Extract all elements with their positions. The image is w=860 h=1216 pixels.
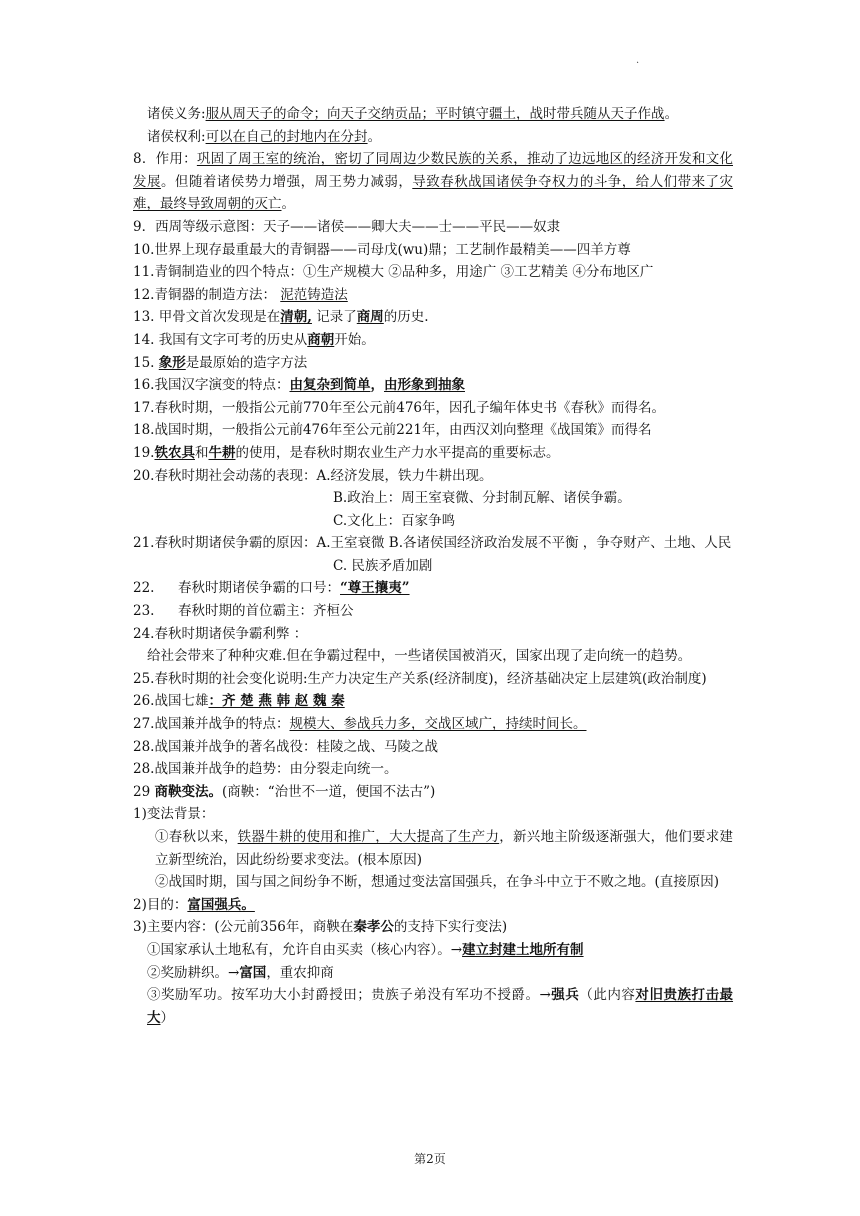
item-9: 9．西周等级示意图：天子——诸侯——卿大夫——士——平民——奴隶 — [133, 218, 561, 235]
line-rights — [133, 126, 733, 149]
text: 29 — [133, 783, 155, 800]
text: 的使用，是春秋时期农业生产力水平提高的重要标志。 — [235, 444, 560, 461]
text: (商鞅：“治世不一道，便国不法古”) — [221, 783, 436, 800]
item-21-c: C. 民族矛盾加剧 — [333, 557, 433, 574]
bold-text: 强兵 — [550, 987, 580, 1004]
bold-underlined-text: 商周 — [356, 309, 384, 326]
text: 是最原始的造字方法 — [185, 354, 308, 371]
item-21: 21.春秋时期诸侯争霸的原因：A.王室衰微 B.各诸侯国经济政治发展不平衡 ，争夺财产、土地、人民 — [133, 535, 732, 552]
item-22 — [133, 577, 733, 600]
item-28b: 28.战国兼并战争的趋势：由分裂走向统一。 — [133, 761, 398, 778]
text: ，新兴地主阶级逐渐强大，他们要求建立新型统治，因此纷纷要求变法。(根本原因) — [155, 829, 734, 868]
item-28a: 28.战国兼并战争的著名战役：桂陵之战、马陵之战 — [133, 738, 438, 755]
underlined-text: 可以在自己的封地内在分封 — [205, 128, 368, 145]
text: 春秋时期的首位霸主：齐桓公 — [178, 603, 354, 620]
header-dot: · — [636, 58, 640, 69]
item-26 — [133, 690, 733, 713]
underlined-text: 铁器牛耕的使用和推广，大大提高了生产力 — [237, 829, 500, 845]
item-17: 17.春秋时期，一般指公元前770年至公元前476年，因孔子编年体史书《春秋》而得名。 — [133, 399, 666, 416]
item-18: 18.战国时期，一般指公元前476年至公元前221年，由西汉刘向整理《战国策》而得名 — [133, 422, 652, 439]
bold-underlined-text: 象形 — [158, 354, 186, 371]
bold-underlined-text: 铁农具 — [154, 444, 195, 461]
bold-text: ， — [370, 377, 384, 394]
bold-underlined-text: 富国强兵。 — [187, 896, 255, 913]
text: 8．作用： — [133, 151, 197, 168]
bold-underlined-text: 商朝 — [307, 331, 335, 348]
item-29 — [133, 781, 733, 804]
text: 。 — [664, 106, 679, 122]
text: 3)主要内容：(公元前356年，商鞅在 — [133, 919, 354, 936]
bold-underlined-text: 由复杂到简单 — [289, 377, 371, 394]
bold-underlined-text: 建立封建土地所有制 — [462, 941, 584, 958]
item-29-3-a — [133, 939, 733, 962]
item-27 — [133, 713, 733, 736]
text: ） — [160, 1009, 174, 1026]
text: 19. — [133, 444, 155, 461]
item-20-b: B.政治上：周王室衰微、分封制瓦解、诸侯争霸。 — [333, 490, 631, 507]
bold-underlined-text: 清朝, — [280, 309, 312, 326]
item-20-c: C.文化上：百家争鸣 — [333, 512, 456, 529]
item-13 — [133, 306, 733, 329]
item-11: 11.青铜制造业的四个特点：①生产规模大 ②品种多，用途广 ③工艺精美 ④分布地区广 — [133, 264, 654, 281]
page-number: 第2页 — [414, 1152, 446, 1166]
item-29-2 — [133, 894, 733, 917]
text: ②奖励耕织。→ — [147, 964, 240, 981]
text: 。 — [367, 128, 382, 145]
text: （此内容 — [579, 987, 636, 1004]
item-29-1: 1)变法背景： — [133, 806, 215, 823]
text: 诸侯权利: — [147, 128, 206, 145]
text: 12.青铜器的制造方法： — [133, 286, 276, 303]
bold-underlined-text: 对旧贵族打击最大 — [147, 987, 734, 1026]
bold-underlined-text: 牛耕 — [208, 444, 236, 461]
text: 22. — [133, 580, 155, 597]
text: 诸侯义务: — [147, 106, 206, 122]
bold-underlined-text: ：齐 楚 燕 韩 赵 魏 秦 — [208, 693, 345, 710]
text: ①春秋以来， — [155, 829, 238, 845]
text: 记录了 — [311, 309, 357, 326]
item-23 — [133, 600, 733, 623]
text: 开始。 — [334, 331, 375, 348]
text: ，重农抑商 — [266, 964, 334, 981]
item-20: 20.春秋时期社会动荡的表现：A.经济发展，铁力牛耕出现。 — [133, 467, 493, 484]
text: 的历史. — [383, 309, 429, 326]
text: 的支持下实行变法) — [393, 919, 508, 936]
bold-underlined-text: 由形象到抽象 — [383, 377, 465, 394]
bold-text: 秦孝公 — [353, 919, 394, 936]
text: 15. — [133, 354, 159, 371]
text: 和 — [194, 444, 209, 461]
underlined-text: 服从周天子的命令；向天子交纳贡品；平时镇守疆土，战时带兵随从天子作战 — [205, 106, 665, 122]
text: 春秋时期诸侯争霸的口号： — [178, 580, 340, 597]
text: 27.战国兼并战争的特点： — [133, 716, 290, 733]
bold-underlined-text: “尊王攘夷” — [340, 580, 410, 597]
item-12 — [133, 284, 733, 307]
text: ①国家承认土地私有，允许自由买卖（核心内容）。→ — [147, 941, 463, 958]
text: 2)目的： — [133, 896, 188, 913]
item-10: 10.世界上现存最重最大的青铜器——司母戊(wu)鼎；工艺制作最精美——四羊方尊 — [133, 241, 631, 258]
text: 。 — [281, 196, 295, 213]
text: 23. — [133, 603, 155, 620]
text: ③奖励军功。按军功大小封爵授田；贵族子弟没有军功不授爵。→ — [147, 987, 551, 1004]
item-29-3 — [133, 916, 733, 939]
text: 14. 我国有文字可考的历史从 — [133, 331, 308, 348]
item-29-1-b: ②战国时期，国与国之间纷争不断，想通过变法富国强兵，在争斗中立于不败之地。(直接原因) — [155, 874, 720, 891]
document-body — [133, 103, 733, 1029]
item-14 — [133, 329, 733, 352]
line-obligations — [133, 103, 733, 126]
text: 16.我国汉字演变的特点： — [133, 377, 290, 394]
underlined-text: 泥范铸造法 — [280, 286, 348, 303]
bold-text: 商鞅变法。 — [154, 783, 222, 800]
item-24: 24.春秋时期诸侯争霸利弊 ： — [133, 625, 308, 642]
item-15 — [133, 352, 733, 375]
item-29-3-b — [133, 962, 733, 985]
item-16 — [133, 374, 733, 397]
bold-text: 富国 — [239, 964, 267, 981]
item-8 — [133, 148, 733, 216]
underlined-text: 规模大、参战兵力多，交战区域广，持续时间长。 — [289, 716, 587, 733]
text: 。但随着诸侯势力增强，周王势力减弱， — [160, 173, 413, 190]
text: 13. 甲骨文首次发现是在 — [133, 309, 281, 326]
item-19 — [133, 442, 733, 465]
item-25: 25.春秋时期的社会变化说明:生产力决定生产关系(经济制度)，经济基础决定上层建筑(政治制度) — [133, 670, 707, 687]
item-29-1-a — [133, 826, 733, 871]
item-24-body: 给社会带来了种种灾难.但在争霸过程中，一些诸侯国被消灭，国家出现了走向统一的趋势。 — [147, 648, 692, 665]
underlined-text: 巩固了周王室的统治，密切了同周边少数民族的关系，推动了边远地区的经济开发和文化发展 — [133, 151, 733, 190]
text: 26.战国七雄 — [133, 693, 209, 710]
item-29-3-c — [133, 984, 733, 1029]
underlined-text: 导致春秋战国诸侯争夺权力的斗争，给人们带来了灾难，最终导致周朝的灭亡 — [133, 173, 734, 213]
